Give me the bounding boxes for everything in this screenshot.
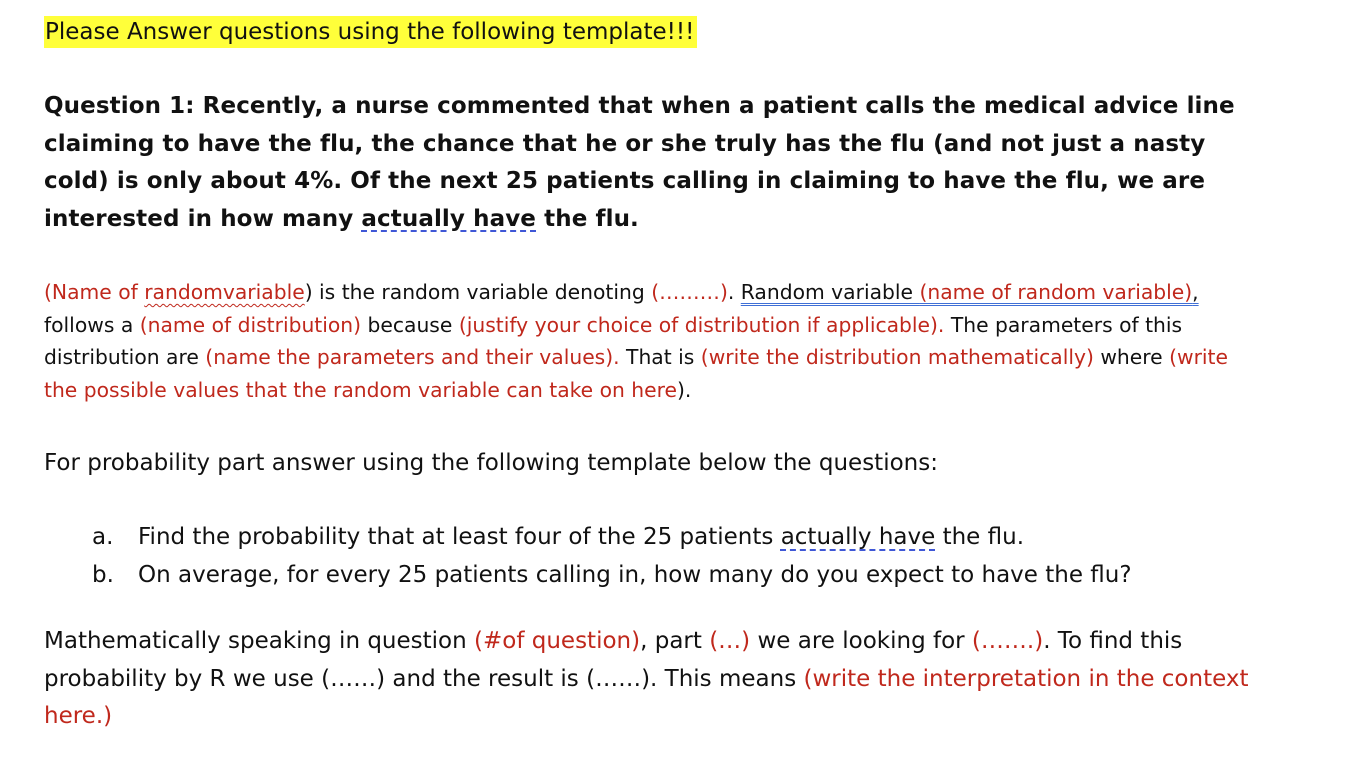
question-text: the flu. xyxy=(935,524,1025,550)
template-segment: Random variable xyxy=(740,280,920,304)
template-segment: That is xyxy=(619,345,701,370)
template-segment: ). xyxy=(676,377,692,402)
question-1-underlined-phrase: actually have xyxy=(361,205,537,232)
math-segment: , part xyxy=(640,628,710,654)
template-segment: (write the distribution mathematically) xyxy=(700,345,1094,370)
math-segment: Mathematically speaking in question xyxy=(44,628,475,654)
probability-intro: For probability part answer using the following template below the questions: xyxy=(44,450,938,476)
template-segment: . xyxy=(727,280,741,304)
template-grammar-flag xyxy=(741,280,1199,304)
template-segment: where xyxy=(1093,345,1170,370)
math-segment: (…) xyxy=(709,628,751,654)
question-item-b xyxy=(92,556,1132,594)
math-segment: (…….) xyxy=(971,628,1044,654)
question-1-tail: the flu. xyxy=(536,205,639,232)
template-segment: (write the possible values that the random variable can take on here xyxy=(44,345,1228,402)
highlighted-instruction: Please Answer questions using the following template!!! xyxy=(44,16,697,48)
math-template-paragraph xyxy=(44,623,1274,736)
template-segment: because xyxy=(361,312,459,337)
template-segment: , xyxy=(1192,280,1199,304)
question-1-text xyxy=(44,88,1254,238)
template-segment: (name of random variable) xyxy=(919,280,1193,304)
math-segment: . To find this probability by R we use (……) and the result is (……). This means xyxy=(44,628,1183,692)
question-item-a xyxy=(92,518,1132,556)
template-segment: (Name of xyxy=(44,280,145,304)
template-segment: (name the parameters and their values). xyxy=(205,345,620,370)
question-letter: a. xyxy=(92,524,114,550)
question-letter: b. xyxy=(92,562,114,588)
math-segment: (write the interpretation in the context here.) xyxy=(44,665,1249,729)
answer-template-paragraph xyxy=(44,276,1244,406)
template-segment: (………) xyxy=(651,280,728,304)
template-segment: follows a xyxy=(44,312,140,337)
template-segment: (name of distribution) xyxy=(139,312,362,337)
question-text: On average, for every 25 patients calling in, how many do you expect to have the flu? xyxy=(138,562,1132,588)
question-text: Find the probability that at least four of the 25 patients xyxy=(138,524,781,550)
math-segment: (#of question) xyxy=(474,628,641,654)
template-segment: (justify your choice of distribution if applicable). xyxy=(458,312,945,337)
template-segment: ) is the random variable denoting xyxy=(304,280,652,304)
question-list xyxy=(92,518,1132,594)
math-segment: we are looking for xyxy=(750,628,972,654)
question-underlined-phrase: actually have xyxy=(780,524,936,550)
template-misspelled-word: randomvariable xyxy=(144,280,305,304)
template-segment: The parameters of this distribution are xyxy=(44,312,1183,370)
question-1-body: Question 1: Recently, a nurse commented that when a patient calls the medical advice line claiming to have the flu, the chance that he or she truly has the flu (and not just a nasty cold) is only about 4%. Of the next 25 patients calling in claiming to have the flu, we are interested in how many xyxy=(44,93,1235,232)
